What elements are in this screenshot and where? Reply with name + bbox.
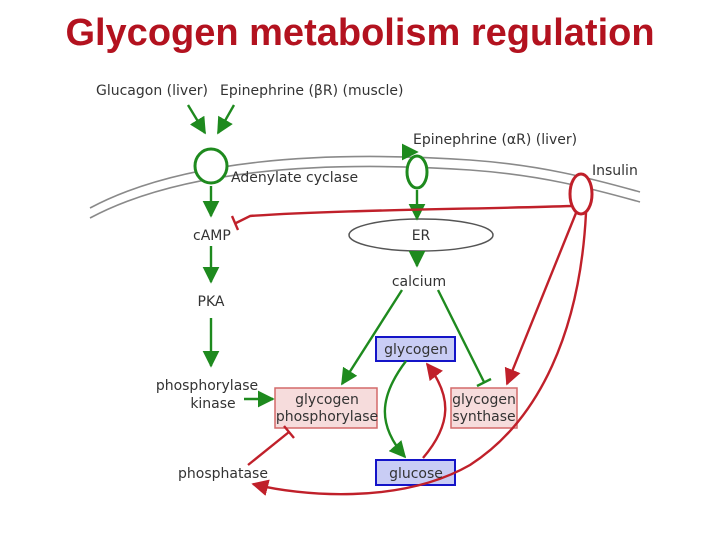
alpha-receptor	[407, 156, 427, 188]
label-insulin: Insulin	[592, 163, 638, 179]
adenylate-cyclase-receptor	[195, 149, 227, 183]
arrow-glucose-to-glycogen	[423, 364, 445, 458]
arrow-glucagon-to-cyclase	[188, 105, 205, 133]
label-glycogen-phosphorylase-line1: glycogen	[295, 392, 359, 408]
page-title: Glycogen metabolism regulation	[65, 12, 655, 54]
label-glucose: glucose	[389, 466, 443, 482]
inhibition-phosphatase-phosphorylase	[248, 432, 289, 465]
label-calcium: calcium	[391, 274, 447, 290]
cell-membrane	[90, 156, 640, 218]
label-phosphatase: phosphatase	[178, 466, 268, 482]
label-glycogen: glycogen	[384, 342, 448, 358]
arrow-insulin-to-synthase	[507, 213, 576, 384]
label-phosphorylase-kinase-line1: phosphorylase	[155, 378, 259, 394]
label-glucagon: Glucagon (liver)	[96, 83, 209, 99]
arrow-epinephrine-beta-to-cyclase	[218, 105, 234, 133]
label-adenylate-cyclase: Adenylate cyclase	[231, 170, 359, 186]
label-phosphorylase-kinase-line2: kinase	[190, 396, 236, 412]
label-er: ER	[411, 228, 431, 244]
label-glycogen-synthase-line1: glycogen	[452, 392, 516, 408]
label-camp: cAMP	[193, 228, 231, 244]
arrow-glycogen-to-glucose	[385, 361, 406, 457]
label-glycogen-phosphorylase-line2: phosphorylase	[275, 409, 379, 425]
label-epinephrine-alpha: Epinephrine (αR) (liver)	[413, 132, 578, 148]
insulin-receptor	[570, 174, 592, 214]
label-glycogen-synthase-line2: synthase	[452, 409, 516, 425]
diagram-labels	[96, 83, 638, 482]
label-epinephrine-beta: Epinephrine (βR) (muscle)	[220, 83, 404, 99]
label-pka: PKA	[197, 294, 225, 310]
